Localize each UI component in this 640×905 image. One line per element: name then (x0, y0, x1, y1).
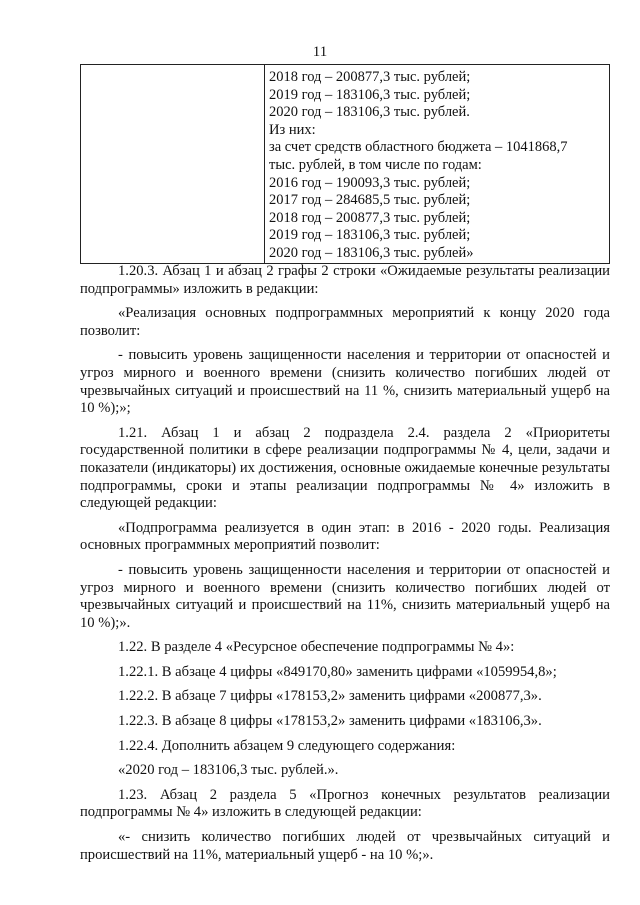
table-line: Из них: (269, 121, 316, 138)
paragraph-1-22-1: 1.22.1. В абзаце 4 цифры «849170,80» заменить цифрами «1059954,8»; (118, 663, 557, 680)
paragraph-1-22-4: 1.22.4. Дополнить абзацем 9 следующего содержания: (118, 737, 456, 754)
paragraph-protection-level: - повысить уровень защищенности населения и территории от опасностей и угроз мирного и военного времени (снизить количество погибших людей от чрезвычайных ситуаций и происшествий на 11 %, снизить материальный ущерб на 10 %);»; (80, 347, 610, 417)
budget-table (80, 64, 610, 264)
table-line: 2016 год – 190093,3 тыс. рублей; (269, 174, 471, 191)
paragraph-2020-amount: «2020 год – 183106,3 тыс. рублей.». (118, 762, 339, 779)
table-right-cell (265, 65, 609, 263)
document-body (80, 263, 610, 871)
paragraph-1-22-3: 1.22.3. В абзаце 8 цифры «178153,2» заменить цифрами «183106,3». (118, 713, 542, 730)
paragraph-1-23: 1.23. Абзац 2 раздела 5 «Прогноз конечных результатов реализации подпрограммы № 4» изложить в следующей редакции: (80, 786, 610, 821)
paragraph-1-21: 1.21. Абзац 1 и абзац 2 подраздела 2.4. раздела 2 «Приоритеты государственной политики в сфере реализации подпрограммы № 4, цели, задачи и показатели (индикаторы) их достижения, основные ожидаемые конечные результаты подпрограммы, сроки и этапы реализации подпрограммы № 4» изложить в следующей редакции: (80, 424, 610, 512)
paragraph-1-20-3: 1.20.3. Абзац 1 и абзац 2 графы 2 строки «Ожидаемые результаты реализации подпрограммы» изложить в редакции: (80, 263, 610, 297)
paragraph-1-22-2: 1.22.2. В абзаце 7 цифры «178153,2» заменить цифрами «200877,3». (118, 688, 542, 705)
paragraph-one-stage: «Подпрограмма реализуется в один этап: в 2016 - 2020 годы. Реализация основных программных мероприятий позволит: (80, 519, 610, 554)
table-line: за счет средств областного бюджета – 1041868,7 (269, 139, 568, 156)
paragraph-protection-level-2: - повысить уровень защищенности населения и территории от опасностей и угроз мирного и военного времени (снизить количество погибших людей от чрезвычайных ситуаций и происшествий на 11%, снизить материальный ущерб на 10 %);». (80, 561, 610, 631)
table-line: 2020 год – 183106,3 тыс. рублей» (269, 244, 474, 261)
paragraph-reduce-casualties: «- снизить количество погибших людей от чрезвычайных ситуаций и происшествий на 11%, материальный ущерб - на 10 %;». (80, 829, 610, 863)
table-line: 2019 год – 183106,3 тыс. рублей; (269, 227, 471, 244)
table-line: 2020 год – 183106,3 тыс. рублей. (269, 104, 470, 121)
table-line: 2017 год – 284685,5 тыс. рублей; (269, 192, 471, 209)
table-line: тыс. рублей, в том числе по годам: (269, 156, 482, 173)
table-line: 2018 год – 200877,3 тыс. рублей; (269, 69, 471, 85)
table-line: 2018 год – 200877,3 тыс. рублей; (269, 209, 471, 226)
table-line: 2019 год – 183106,3 тыс. рублей; (269, 86, 471, 103)
page-number: 11 (312, 44, 328, 60)
table-left-cell (81, 65, 265, 263)
paragraph-quote-result: «Реализация основных подпрограммных мероприятий к концу 2020 года позволит: (80, 305, 610, 339)
paragraph-1-22: 1.22. В разделе 4 «Ресурсное обеспечение подпрограммы № 4»: (118, 639, 515, 656)
